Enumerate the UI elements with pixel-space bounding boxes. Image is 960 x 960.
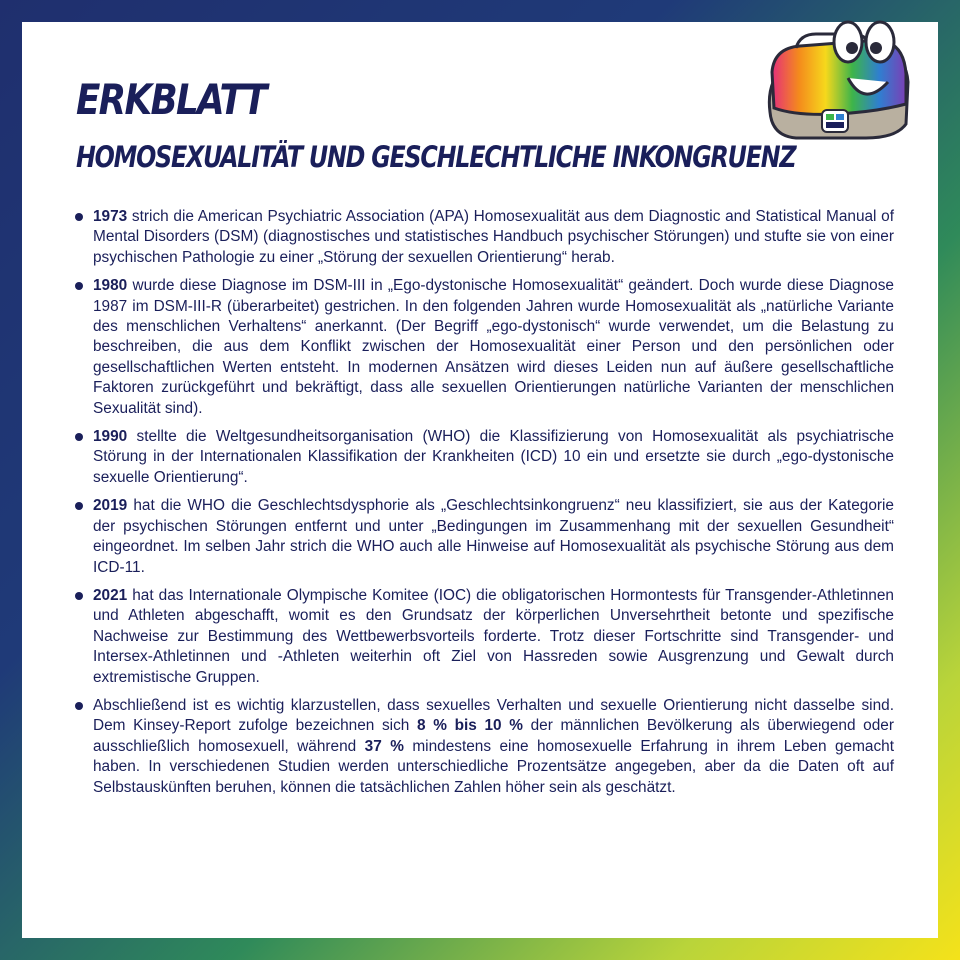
fact-item-1980 — [74, 276, 894, 419]
fact-item-conclusion — [74, 696, 894, 798]
fact-item-2019 — [74, 496, 894, 578]
bullet-dot — [75, 213, 83, 221]
fact-text: stellte die Weltgesundheitsorganisation (WHO) die Klassifizierung von Homosexualität als psychiatrische Störung in der Internationalen Klassifikation der Krankheiten (ICD) 10 ein und ersetzte sie durch „ego-dystonische sexuelle Orientierung“. — [93, 428, 894, 486]
fact-text: strich die American Psychiatric Association (APA) Homosexualität aus dem Diagnostic and Statistical Manual of Mental Disorders (DSM) (diagnostisches und statistisches Handbuch psychischer Störungen) und stufte sie von einer psychischen Pathologie zu einer „Störung der sexuellen Orientierung“ herab. — [93, 208, 894, 266]
kinsey-percentage-range: 8 % bis 10 % — [417, 717, 523, 735]
fact-year: 1973 — [93, 208, 128, 225]
kinsey-percentage-experience: 37 % — [364, 737, 404, 755]
conclusion-text-2: der männlichen Bevölkerung als überwiegend oder ausschließlich homosexuell, während — [93, 717, 894, 755]
bullet-dot — [75, 282, 83, 290]
conclusion-text-1: Abschließend ist es wichtig klarzustellen, dass sexuelles Verhalten und sexuelle Orientierung nicht dasselbe sind. Dem Kinsey-Report zufolge bezeichnen sich — [93, 696, 894, 735]
bullet-dot — [75, 502, 83, 510]
rainbow-backpack-mascot-icon — [756, 12, 916, 152]
fact-year: 1990 — [93, 428, 128, 446]
fact-year: 1980 — [93, 277, 128, 295]
fact-year: 2021 — [93, 586, 128, 604]
bullet-dot — [75, 592, 83, 600]
fact-year: 2019 — [93, 497, 128, 515]
conclusion-text-3: mindestens eine homosexuelle Erfahrung in ihrem Leben gemacht haben. In verschiedenen Studien werden unterschiedliche Prozentsätze angegeben, aber da die Daten oft auf Selbstauskünften beruhen, können die tatsächlichen Zahlen höher sein als geschätzt. — [93, 737, 894, 796]
bullet-dot — [75, 433, 83, 441]
page-subtitle: HOMOSEXUALITÄT UND GESCHLECHTLICHE INKONGRUENZ — [76, 140, 796, 174]
fact-list — [74, 207, 894, 806]
fact-item-1990 — [74, 427, 894, 488]
fact-text: hat das Internationale Olympische Komitee (IOC) die obligatorischen Hormontests für Transgender-Athletinnen und Athleten abgeschafft, womit es den Grundsatz der körperlichen Unversehrtheit betonte und spezifische Nachweise zur Bestimmung des Wettbewerbsvorteils forderte. Trotz dieser Fortschritte sind Transgender- und Intersex-Athletinnen und -Athleten weiterhin oft Ziel von Hassreden sowie Ausgrenzung und Gewalt durch extremistische Gruppen. — [93, 586, 894, 686]
fact-text: wurde diese Diagnose im DSM-III in „Ego-dystonische Homosexualität“ geändert. Doch wurde diese Diagnose 1987 im DSM-III-R (überarbeitet) gestrichen. In den folgenden Jahren wurde Homosexualität als „natürliche Variante des menschlichen Verhaltens“ anerkannt. (Der Begriff „ego-dystonisch“ wurde verwendet, um die Belastung zu beschreiben, die aus dem Konflikt zwischen der Homosexualität einer Person und den persönlichen oder gesellschaftlichen Werten entsteht. In modernen Ansätzen wird dieses Leiden nun auf äußere gesellschaftliche Faktoren zurückgeführt und bekräftigt, dass alle sexuellen Orientierungen natürliche Varianten der menschlichen Sexualität sind). — [93, 277, 894, 417]
fact-text: hat die WHO die Geschlechtsdysphorie als „Geschlechtsinkongruenz“ neu klassifiziert, sie aus der Kategorie der psychischen Störungen entfernt und unter „Bedingungen im Zusammenhang mit der sexuellen Gesundheit“ eingeordnet. Im selben Jahr strich die WHO auch alle Hinweise auf Homosexualität als psychische Störung aus dem ICD-11. — [93, 497, 894, 576]
page-title: ERKBLATT — [76, 75, 266, 124]
fact-item-2021 — [74, 586, 894, 688]
fact-item-1973 — [74, 207, 894, 268]
bullet-dot — [75, 702, 83, 710]
